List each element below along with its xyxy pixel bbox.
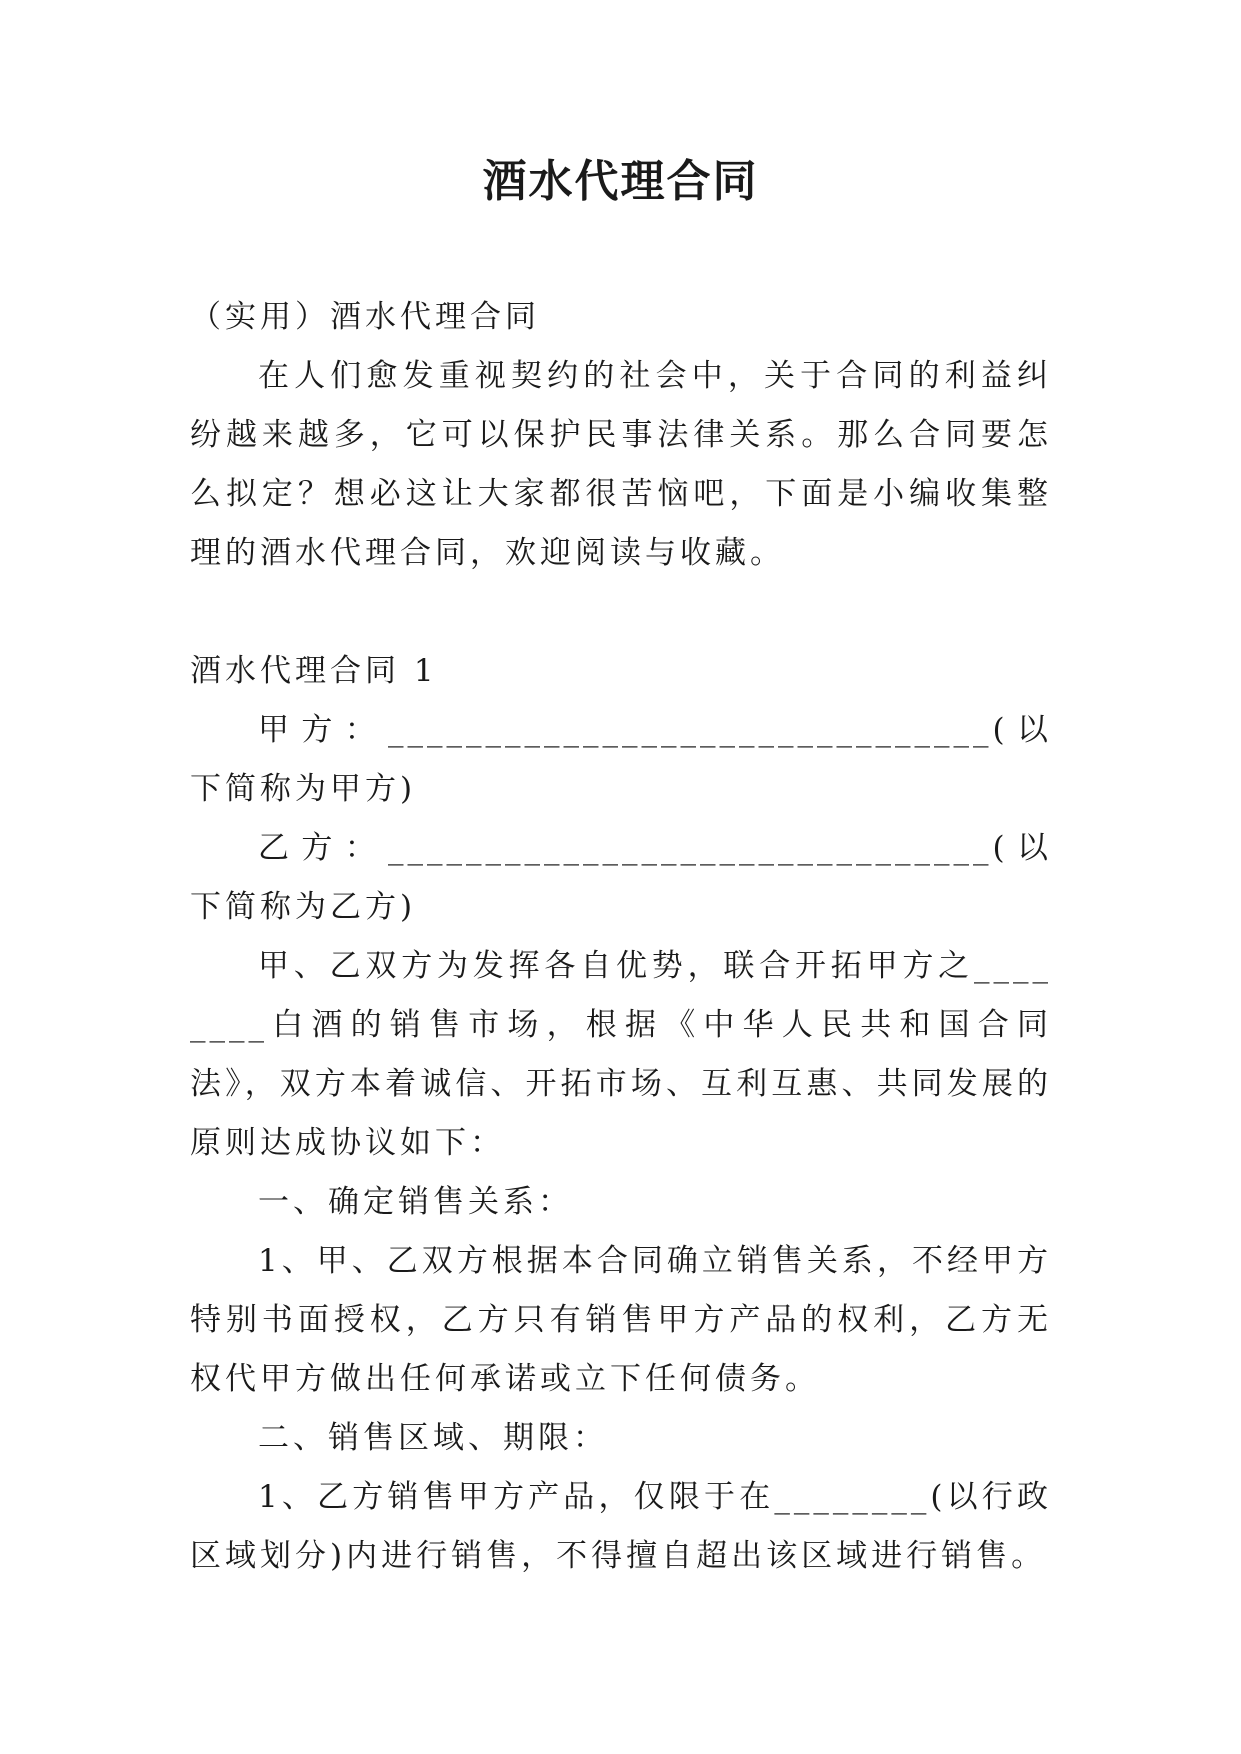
intro-paragraph: 在人们愈发重视契约的社会中，关于合同的利益纠纷越来越多，它可以保护民事法律关系。那么合同要怎么拟定？想必这让大家都很苦恼吧，下面是小编收集整理的酒水代理合同，欢迎阅读与收藏。 — [190, 358, 1052, 571]
document-title: 酒水代理合同 — [482, 156, 759, 207]
preamble-paragraph: 甲、乙双方为发挥各自优势，联合开拓甲方之________白酒的销售市场，根据《中华人民共和国合同法》，双方本着诚信、开拓市场、互利互惠、共同发展的原则达成协议如下： — [190, 948, 1052, 1161]
subtitle-paragraph: （实用）酒水代理合同 — [190, 299, 540, 335]
section-heading-contract-1: 酒水代理合同 1 — [190, 653, 438, 689]
clause-heading-1: 一、确定销售关系： — [258, 1184, 573, 1220]
clause-2-item-1: 1、乙方销售甲方产品，仅限于在________(以行政区域划分)内进行销售，不得擅自超出该区域进行销售。 — [190, 1479, 1052, 1574]
document-body — [190, 288, 1052, 1586]
party-a-line: 甲方：_______________________________(以下简称为甲方) — [190, 712, 1052, 807]
clause-1-item-1: 1、甲、乙双方根据本合同确立销售关系，不经甲方特别书面授权，乙方只有销售甲方产品的权利，乙方无权代甲方做出任何承诺或立下任何债务。 — [190, 1243, 1052, 1397]
party-b-line: 乙方：_______________________________(以下简称为乙方) — [190, 830, 1052, 925]
clause-heading-2: 二、销售区域、期限： — [258, 1420, 608, 1456]
